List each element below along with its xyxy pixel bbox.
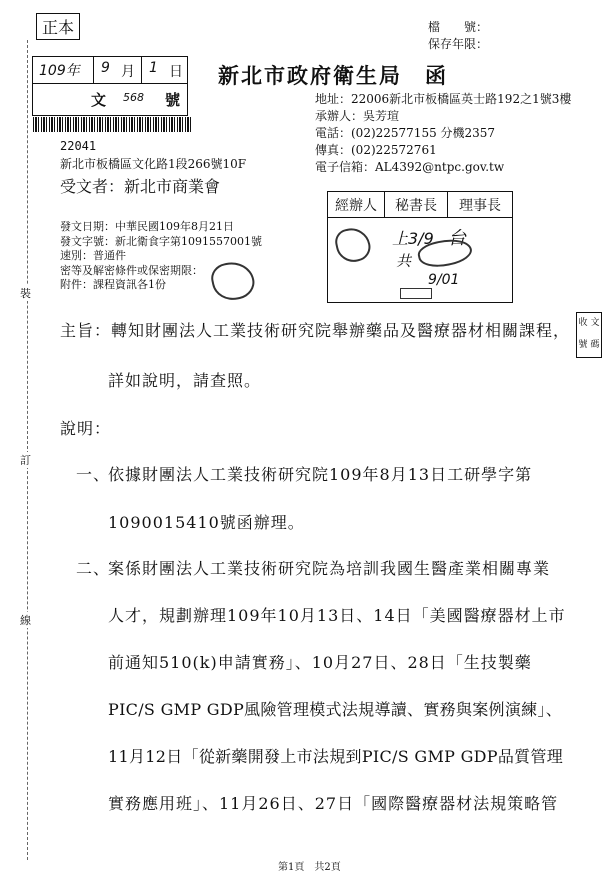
received-day: 1 (149, 60, 158, 76)
recipient-label: 受文者：新北市商業會 (60, 177, 221, 196)
file-number-label: 檔 號： (428, 20, 489, 34)
received-month: 9 (101, 60, 110, 76)
item-1-number: 一、 (76, 465, 111, 484)
issue-number: 發文字號：新北衛食字第1091557001號 (60, 234, 262, 248)
barcode (33, 117, 191, 132)
issue-date: 發文日期：中華民國109年8月21日 (60, 220, 234, 233)
approval-note-3: 共 (396, 252, 412, 270)
subject-label: 主旨： (60, 321, 112, 340)
attachments: 附件：課程資訊各1份 (60, 278, 166, 291)
sender-address: 地址：22006新北市板橋區英士路192之1號3樓 (315, 92, 572, 106)
approval-note-1: 上3/9 (392, 229, 434, 248)
binding-mark-middle: 訂 (20, 454, 31, 467)
retention-label: 保存年限： (428, 37, 489, 51)
side-stamp-char: 收 (578, 318, 588, 328)
sender-fax: 傳真：(02)22572761 (315, 143, 437, 157)
item-2-line-3: 前通知510(k)申請實務」、10月27日、28日「生技製藥 (108, 653, 532, 672)
side-stamp-char: 號 (578, 340, 588, 350)
item-2-line-4: PIC/S GMP GDP風險管理模式法規導讀、實務與案例演練」、 (108, 700, 563, 719)
wen-label: 文 (91, 91, 107, 109)
received-stamp (32, 56, 188, 116)
received-number: 568 (123, 91, 144, 104)
side-received-stamp (576, 312, 602, 358)
item-2-line-6: 實務應用班」、11月26日、27日「國際醫療器材法規策略管 (108, 794, 559, 813)
subject-text: 轉知財團法人工業技術研究院舉辦藥品及醫療器材相關課程， (111, 321, 571, 340)
sender-info (315, 91, 571, 176)
side-stamp-char: 碼 (590, 340, 600, 350)
approval-header-chairman: 理事長 (459, 197, 501, 214)
item-1-line-1: 依據財團法人工業技術研究院109年8月13日工研學字第 (108, 465, 533, 484)
day-label: 日 (169, 64, 183, 80)
explanation-label: 說明： (60, 419, 112, 438)
approval-header-secretary: 秘書長 (385, 192, 448, 217)
binding-mark-top: 裝 (20, 287, 31, 300)
month-label: 月 (121, 64, 135, 80)
handler-seal (333, 225, 373, 265)
item-2-line-5: 11月12日「從新藥開發上市法規到PIC/S GMP GDP品質管理 (108, 747, 564, 766)
recipient-postal: 22041 (60, 139, 97, 153)
confidentiality: 密等及解密條件或保密期限： (60, 263, 203, 277)
sender-email: 電子信箱：AL4392@ntpc.gov.tw (315, 160, 505, 174)
recipient-address: 新北市板橋區文化路1段266號10F (60, 157, 247, 171)
document-title: 新北市政府衛生局 函 (218, 63, 448, 88)
hao-label: 號 (165, 91, 181, 109)
small-seal (400, 288, 432, 299)
binding-line (27, 40, 28, 860)
speed-class: 速別：普通件 (60, 249, 126, 262)
item-2-line-1: 案係財團法人工業技術研究院為培訓我國生醫產業相關專業 (108, 559, 551, 578)
approval-header-handler: 經辦人 (328, 192, 385, 217)
side-stamp-char: 文 (590, 318, 600, 328)
approval-box (327, 191, 513, 303)
original-copy-badge: 正本 (36, 13, 80, 40)
page-number: 第1頁 共2頁 (278, 862, 341, 873)
binding-mark-bottom: 線 (20, 614, 31, 627)
approval-note-2: 台 (448, 228, 466, 249)
sender-contact: 承辦人：吳芳瑄 (315, 109, 400, 123)
subject-line-1 (60, 318, 570, 341)
item-2-line-2: 人才，規劃辦理109年10月13日、14日「美國醫療器材上市 (108, 606, 566, 625)
approval-note-4: 9/01 (428, 272, 460, 288)
item-2-number: 二、 (76, 559, 111, 578)
sender-phone: 電話：(02)22577155 分機2357 (315, 126, 496, 140)
received-year: 109年 (39, 63, 80, 79)
subject-line-2: 詳如說明，請查照。 (108, 371, 262, 390)
item-1-line-2: 1090015410號函辦理。 (108, 513, 305, 532)
